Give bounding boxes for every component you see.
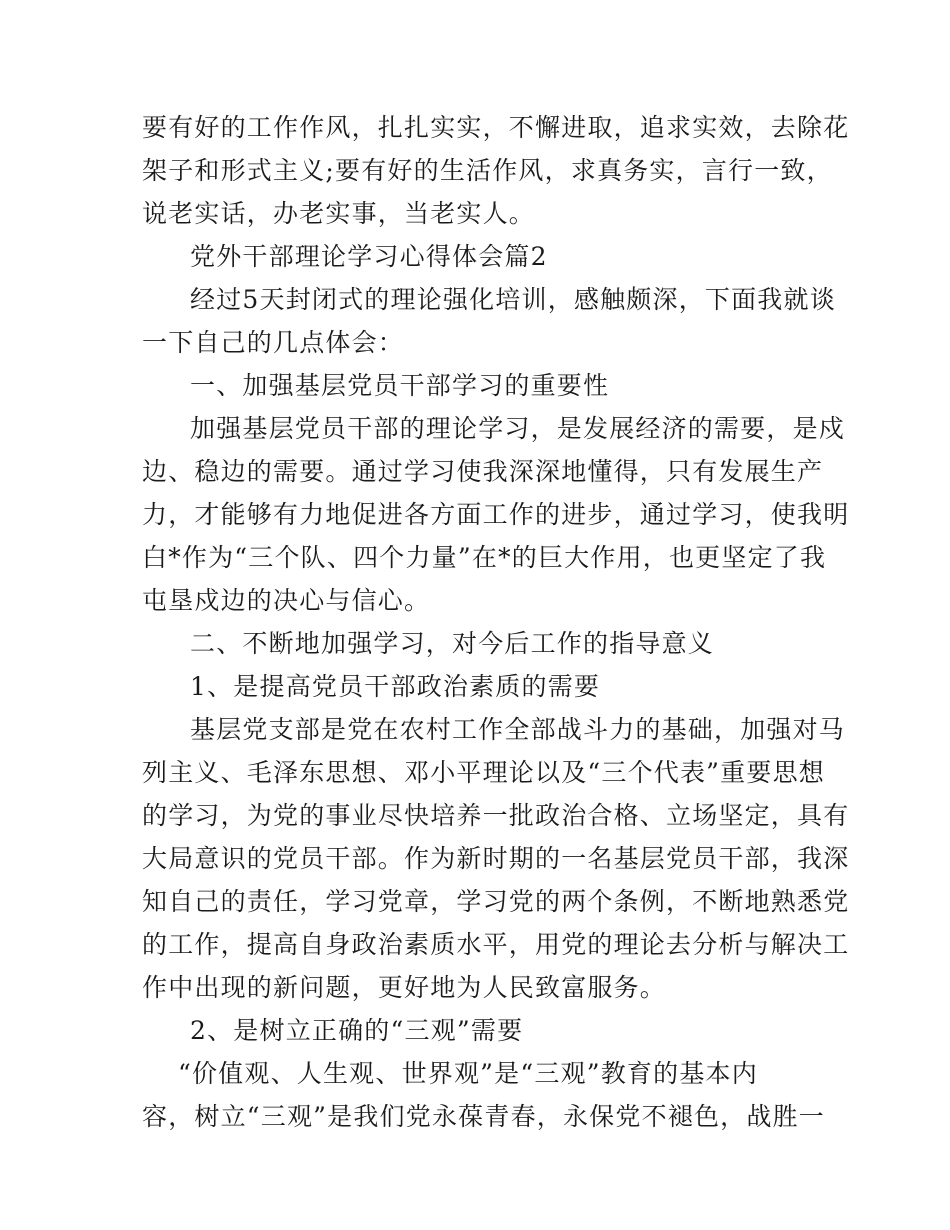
subsection-heading: 1、是提高党员干部政治素质的需要 <box>190 672 601 701</box>
text-line: 的学习，为党的事业尽快培养一批政治合格、立场坚定，具有 <box>142 801 850 830</box>
text-line: 架子和形式主义;要有好的生活作风，求真务实，言行一致， <box>142 156 833 185</box>
text-line: 一下自己的几点体会： <box>142 328 405 357</box>
text-line: 要有好的工作作风，扎扎实实，不懈进取，追求实效，去除花 <box>142 113 850 142</box>
text-line: 经过5天封闭式的理论强化培训，感触颇深，下面我就谈 <box>190 285 836 314</box>
text-line: 作中出现的新问题，更好地为人民致富服务。 <box>142 973 667 1002</box>
text-line: 白*作为“三个队、四个力量”在*的巨大作用，也更坚定了我 <box>142 543 827 572</box>
text-line: 加强基层党员干部的理论学习，是发展经济的需要，是戍 <box>190 414 846 443</box>
text-line: 的工作，提高自身政治素质水平，用党的理论去分析与解决工 <box>142 930 850 959</box>
text-line: 力，才能够有力地促进各方面工作的进步，通过学习，使我明 <box>142 500 850 529</box>
text-line: 说老实话，办老实事，当老实人。 <box>142 199 536 228</box>
section-heading: 二、不断地加强学习，对今后工作的指导意义 <box>190 629 715 658</box>
subsection-heading: 2、是树立正确的“三观”需要 <box>190 1016 524 1045</box>
section-heading: 一、加强基层党员干部学习的重要性 <box>190 371 610 400</box>
text-line: “价值观、人生观、世界观”是“三观”教育的基本内 <box>178 1059 758 1088</box>
text-line: 屯垦戍边的决心与信心。 <box>142 586 431 615</box>
text-line: 大局意识的党员干部。作为新时期的一名基层党员干部，我深 <box>142 844 850 873</box>
text-line: 基层党支部是党在农村工作全部战斗力的基础，加强对马 <box>190 715 846 744</box>
text-line: 容，树立“三观”是我们党永葆青春，永保党不褪色，战胜一 <box>142 1102 825 1131</box>
text-line: 列主义、毛泽东思想、邓小平理论以及“三个代表”重要思想 <box>142 758 825 787</box>
text-line: 边、稳边的需要。通过学习使我深深地懂得，只有发展生产 <box>142 457 824 486</box>
text-line: 知自己的责任，学习党章，学习党的两个条例，不断地熟悉党 <box>142 887 850 916</box>
section-heading: 党外干部理论学习心得体会篇2 <box>190 242 548 271</box>
